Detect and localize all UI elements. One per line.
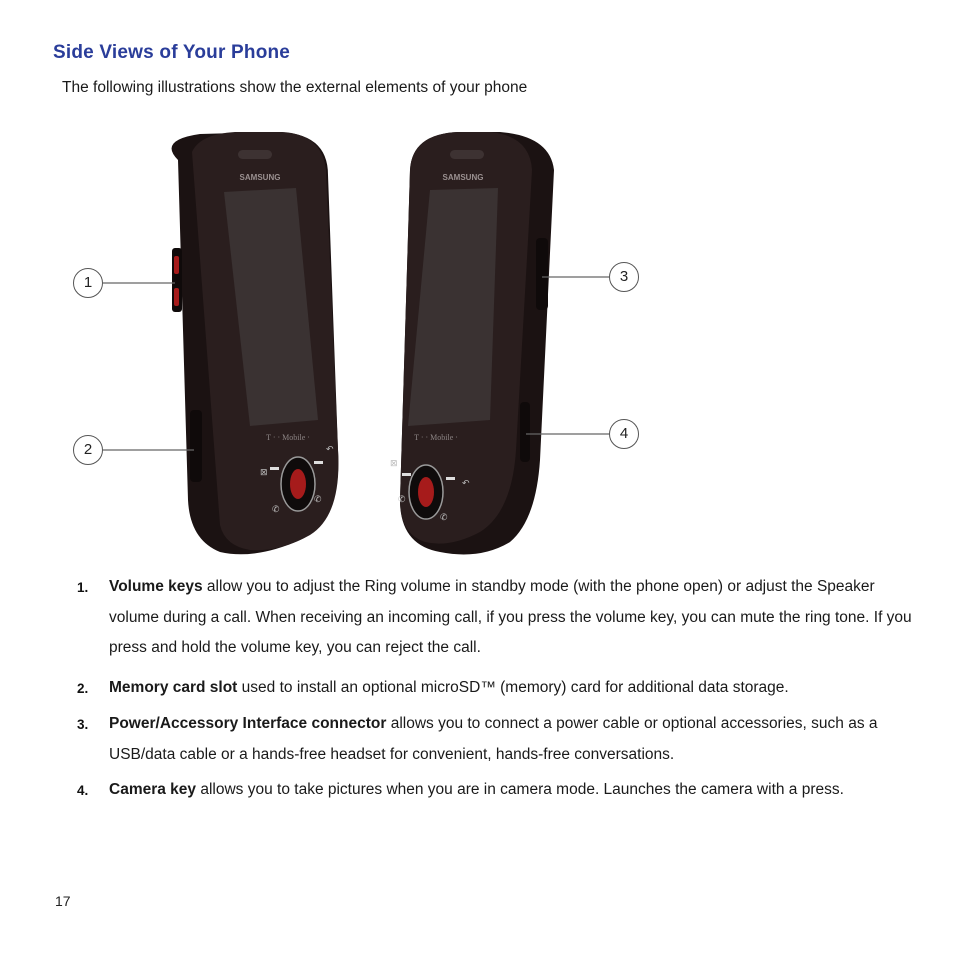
- item-description: allows you to take pictures when you are in camera mode. Launches the camera with a press.: [196, 781, 844, 798]
- carrier-logo: T · · Mobile ·: [266, 433, 310, 442]
- soft-key-right-icon: [446, 477, 455, 480]
- back-key-icon: ↶: [462, 478, 470, 488]
- ok-key-icon: [418, 477, 434, 507]
- item-description: allows you to connect a power cable or optional accessories, such as a USB/data cable or a hands-free headset for convenient, hands-free conversations.: [109, 715, 878, 763]
- callout-3: 3: [609, 262, 639, 292]
- item-text: [109, 572, 914, 664]
- page-number: 17: [55, 893, 71, 909]
- brand-logo: SAMSUNG: [442, 173, 484, 182]
- soft-key-left-icon: [402, 473, 411, 476]
- message-key-icon: ⊠: [260, 467, 268, 477]
- item-number: 2.: [77, 681, 89, 696]
- phones-svg: [60, 120, 660, 570]
- power-accessory-connector: [536, 238, 548, 310]
- volume-down-key: [174, 288, 179, 306]
- carrier-logo: T · · Mobile ·: [414, 433, 458, 442]
- end-key-icon: ✆: [314, 494, 322, 504]
- section-heading: Side Views of Your Phone: [53, 42, 291, 63]
- brand-logo: SAMSUNG: [239, 173, 281, 182]
- callout-1: 1: [73, 268, 103, 298]
- item-text: [109, 775, 914, 806]
- camera-key: [520, 402, 530, 462]
- soft-key-right-icon: [314, 461, 323, 464]
- soft-key-left-icon: [270, 467, 279, 470]
- callout-2: 2: [73, 435, 103, 465]
- back-key-icon: ↶: [326, 444, 334, 454]
- earpiece-icon: [238, 150, 272, 159]
- message-key-icon: ⊠: [390, 458, 398, 468]
- intro-text: The following illustrations show the external elements of your phone: [62, 79, 528, 96]
- earpiece-icon: [450, 150, 484, 159]
- item-number: 4.: [77, 783, 89, 798]
- volume-up-key: [174, 256, 179, 274]
- memory-card-slot: [190, 410, 202, 482]
- phone-side-views-illustration: [60, 120, 660, 570]
- callout-4: 4: [609, 419, 639, 449]
- item-term: Camera key: [109, 781, 197, 798]
- send-key-icon: ✆: [398, 494, 406, 504]
- item-text: [109, 709, 914, 770]
- item-description: used to install an optional microSD™ (memory) card for additional data storage.: [237, 679, 789, 696]
- item-number: 3.: [77, 717, 89, 732]
- item-term: Memory card slot: [109, 679, 238, 696]
- phone-left-view: [172, 132, 339, 554]
- item-description: allow you to adjust the Ring volume in standby mode (with the phone open) or adjust the Speaker volume during a call. When receiving an incoming call, if you press the volume key, you can mute the ring tone. If you press and hold the volume key, you can reject the call.: [109, 578, 912, 656]
- item-text: [109, 673, 914, 704]
- ok-key-icon: [290, 469, 306, 499]
- phone-right-view: [390, 132, 554, 554]
- end-key-icon: ✆: [440, 512, 448, 522]
- item-term: Power/Accessory Interface connector: [109, 715, 387, 732]
- send-key-icon: ✆: [272, 504, 280, 514]
- item-term: Volume keys: [109, 578, 203, 595]
- item-number: 1.: [77, 580, 89, 595]
